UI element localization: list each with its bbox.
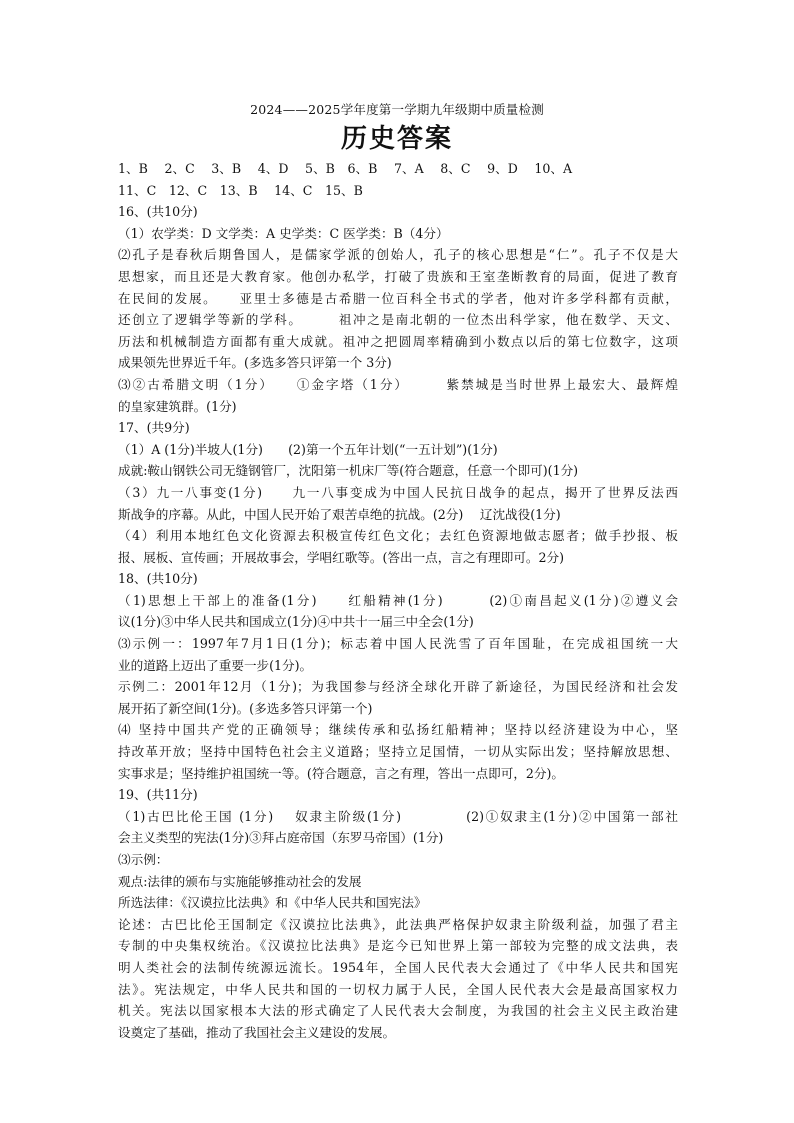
answer-line: （3）九一八事变(1分) 九一八事变成为中国人民抗日战争的起点，揭开了世界反法西 [118, 484, 678, 500]
answer-line: （1)古巴比伦王国 (1分) 奴隶主阶级(1分) (2)①奴隶主(1分)②中国第一部社 [118, 808, 678, 824]
answer-line: 明人类社会的法制传统源远流长。1954年，全国人民代表大会通过了《中华人民共和国宪 [118, 959, 678, 975]
question-heading: 19、(共11分) [118, 787, 198, 803]
answer-line: 在民间的发展。 亚里士多德是古希腊一位百科全书式的学者，他对许多学科都有贡献， [118, 290, 678, 306]
answer-line: 1、B 2、C 3、B 4、D 5、B 6、B 7、A 8、C 9、D 10、A [118, 161, 573, 176]
answer-line: 会主义类型的宪法(1分)③拜占庭帝国（东罗马帝国）(1分) [118, 830, 444, 846]
question-heading: 17、(共9分) [118, 420, 190, 436]
answer-line: 历法和机械制造方面都有重大成就。祖冲之把圆周率精确到小数点以后的第七位数字，这项 [118, 333, 678, 349]
answer-line: 报、展板、宣传画；开展故事会，学唱红歌等。(答出一点，言之有理即可。2分) [118, 549, 565, 565]
answer-line: 专制的中央集权统治。《汉谟拉比法典》是迄今已知世界上第一部较为完整的成文法典，表 [118, 938, 678, 954]
answer-line: （1）A (1分)半坡人(1分) (2)第一个五年计划(“一五计划”)(1分) [118, 441, 498, 457]
answer-line: 还创立了逻辑学等新的学科。 祖冲之是南北朝的一位杰出科学家，他在数学、天文、 [118, 312, 678, 328]
answer-line: 思想家，而且还是大教育家。他创办私学，打破了贵族和王室垄断教育的局面，促进了教育 [118, 268, 678, 284]
answer-line: 所选法律：《汉谟拉比法典》和《中华人民共和国宪法》 [118, 895, 427, 911]
answer-line: 论述：古巴比伦王国制定《汉谟拉比法典》，此法典严格保护奴隶主阶级利益，加强了君主 [118, 916, 678, 932]
answer-line: 的皇家建筑群。(1分) [118, 398, 237, 414]
answer-line: 观点:法律的颁布与实施能够推动社会的发展 [118, 873, 362, 889]
answer-line: 设奠定了基础，推动了我国社会主义建设的发展。 [118, 1024, 396, 1040]
answer-line: 实事求是；坚持维护祖国统一等。(符合题意，言之有理，答出一点即可，2分)。 [118, 765, 565, 781]
answer-line: 机关。宪法以国家根本大法的形式确定了人民代表大会制度，为我国的社会主义民主政治建 [118, 1003, 678, 1019]
answer-line: 示例二：2001年12月（1分)；为我国参与经济全球化开辟了新途径，为国民经济和社会发 [118, 679, 678, 695]
answer-line: 11、C 12、C 13、B 14、C 15、B [118, 182, 363, 198]
answer-content [118, 158, 678, 1043]
answer-line: ⑷ 坚持中国共产党的正确领导；继续传承和弘扬红船精神；坚持以经济建设为中心，坚 [118, 722, 678, 738]
answer-line: ⑵孔子是春秋后期鲁国人，是儒家学派的创始人，孔子的核心思想是“仁”。孔子不仅是大 [118, 247, 678, 263]
answer-line: （4）利用本地红色文化资源去积极宣传红色文化；去红色资源地做志愿者；做手抄报、板 [118, 528, 678, 544]
answer-line: （1)思想上干部上的准备(1分) 红船精神(1分) (2)①南昌起义(1分)②遵义会 [118, 592, 678, 608]
question-heading: 18、(共10分) [118, 571, 198, 587]
question-heading: 16、(共10分) [118, 204, 198, 220]
answer-line: ⑶示例： [118, 852, 169, 867]
answer-line: 议(1分)③中华人民共和国成立(1分)④中共十一届三中全会(1分) [118, 614, 474, 630]
answer-line: ⑶示例一：1997年7月1日(1分)；标志着中国人民洗雪了百年国耻，在完成祖国统一大 [118, 636, 678, 652]
answer-line: 斯战争的序幕。从此，中国人民开始了艰苦卓绝的抗战。(2分) 辽沈战役(1分) [118, 506, 561, 522]
exam-subtitle: 2024——2025学年度第一学期九年级期中质量检测 [250, 102, 544, 117]
answer-line: 成就:鞍山钢铁公司无缝钢管厂，沈阳第一机床厂等(符合题意，任意一个即可)(1分) [118, 463, 579, 479]
answer-line: （1）农学类：D 文学类：A 史学类：C 医学类：B（4分） [118, 225, 449, 241]
answer-line: ⑶②古希腊文明（1分） ①金字塔（1分） 紫禁城是当时世界上最宏大、最辉煌 [118, 376, 678, 392]
answer-line: 持改革开放；坚持中国特色社会主义道路；坚持立足国情，一切从实际出发；坚持解放思想、 [118, 744, 678, 760]
answer-line: 展开拓了新空间(1分)。(多选多答只评第一个) [118, 700, 373, 716]
answer-line: 成果领先世界近千年。(多选多答只评第一个 3分) [118, 355, 392, 371]
answer-line: 法》。宪法规定，中华人民共和国的一切权力属于人民，全国人民代表大会是最高国家权力 [118, 981, 678, 997]
page-title: 历史答案 [340, 124, 453, 154]
answer-line: 业的道路上迈出了重要一步(1分)。 [118, 657, 313, 673]
